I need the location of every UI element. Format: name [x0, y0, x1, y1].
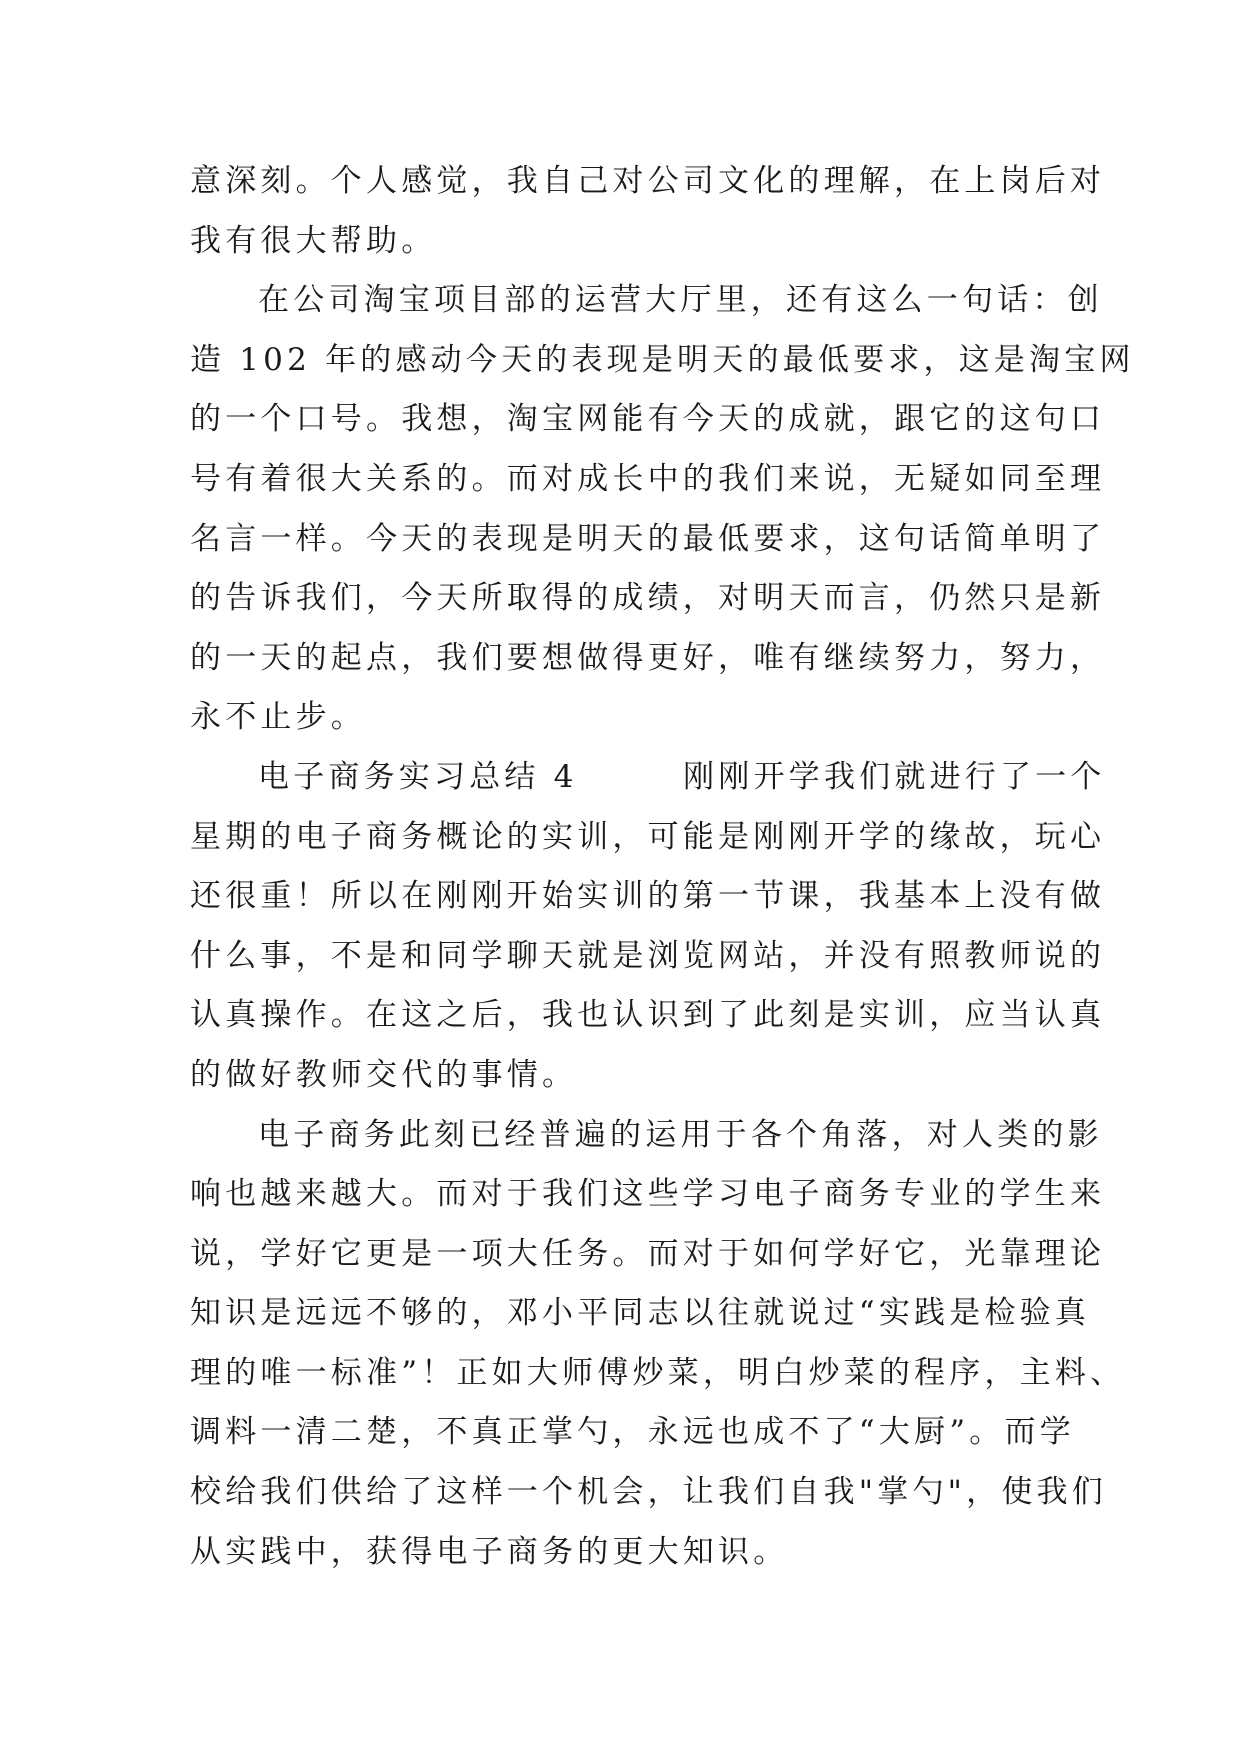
text-line: 的做好教师交代的事情。: [190, 1056, 578, 1093]
text-line: 造 102 年的感动今天的表现是明天的最低要求，这是淘宝网: [190, 341, 1135, 378]
text-line: 还很重！所以在刚刚开始实训的第一节课，我基本上没有做: [190, 878, 1106, 915]
text-line: 的一个口号。我想，淘宝网能有今天的成就，跟它的这句口: [190, 401, 1106, 438]
text-line: 从实践中，获得电子商务的更大知识。: [190, 1533, 789, 1570]
text-line: 调料一清二楚，不真正掌勺，永远也成不了“大厨”。而学: [190, 1414, 1075, 1451]
text-line: 意深刻。个人感觉，我自己对公司文化的理解，在上岗后对: [190, 163, 1106, 199]
text-line: 号有着很大关系的。而对成长中的我们来说，无疑如同至理: [190, 460, 1106, 497]
text-line: 校给我们供给了这样一个机会，让我们自我"掌勺"，使我们: [190, 1474, 1107, 1511]
text-line: 永不止步。: [190, 699, 366, 736]
paragraph-3: [190, 748, 1106, 1106]
paragraph-2: [190, 271, 1135, 748]
text-line: 说，学好它更是一项大任务。而对于如何学好它，光靠理论: [190, 1235, 1106, 1272]
text-line: 知识是远远不够的，邓小平同志以往就说过“实践是检验真: [190, 1295, 1091, 1332]
text-line: 电子商务此刻已经普遍的运用于各个角落，对人类的影: [258, 1116, 1103, 1153]
text-line: 的告诉我们，今天所取得的成绩，对明天而言，仍然只是新: [190, 580, 1106, 617]
paragraph-4: [190, 1106, 1126, 1583]
paragraph-1: [190, 152, 1106, 271]
text-line: 星期的电子商务概论的实训，可能是刚刚开学的缘故，玩心: [190, 818, 1106, 855]
text-line: 我有很大帮助。: [190, 222, 437, 259]
text-line: 认真操作。在这之后，我也认识到了此刻是实训，应当认真: [190, 997, 1106, 1034]
text-line: 在公司淘宝项目部的运营大厅里，还有这么一句话：创: [258, 282, 1103, 319]
document-body: [190, 152, 1135, 1582]
text-line: 什么事，不是和同学聊天就是浏览网站，并没有照教师说的: [190, 937, 1106, 974]
text-line: 电子商务实习总结 4 刚刚开学我们就进行了一个: [258, 758, 1106, 795]
text-line: 名言一样。今天的表现是明天的最低要求，这句话简单明了: [190, 520, 1106, 557]
text-line: 响也越来越大。而对于我们这些学习电子商务专业的学生来: [190, 1176, 1106, 1213]
text-line: 的一天的起点，我们要想做得更好，唯有继续努力，努力，: [190, 639, 1106, 676]
text-line: 理的唯一标准”！正如大师傅炒菜，明白炒菜的程序，主料、: [190, 1354, 1126, 1391]
